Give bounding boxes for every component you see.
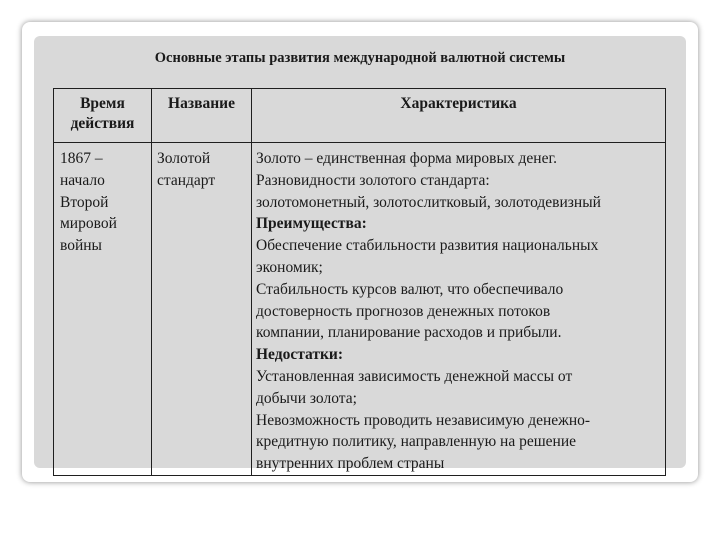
characteristic-line: Невозможность проводить независимую денежно- bbox=[256, 411, 591, 429]
name-line: Золотой bbox=[157, 150, 211, 167]
characteristic-line: Стабильность курсов валют, что обеспечивало bbox=[256, 280, 564, 298]
header-period-text: Время действия bbox=[70, 95, 135, 132]
characteristic-line: компании, планирование расходов и прибыли. bbox=[256, 324, 562, 342]
header-name bbox=[152, 89, 252, 143]
characteristic-line: золотомонетный, золотослитковый, золотодевизный bbox=[256, 193, 601, 211]
period-line: мировой bbox=[60, 215, 117, 233]
characteristic-line: экономик; bbox=[256, 258, 323, 276]
advantages-heading: Преимущества: bbox=[256, 215, 367, 233]
table-header-row bbox=[54, 89, 666, 143]
header-characteristic-text: Характеристика bbox=[400, 95, 517, 112]
characteristic-line: внутренних проблем страны bbox=[256, 455, 445, 473]
characteristic-line: достоверность прогнозов денежных потоков bbox=[256, 302, 551, 320]
name-line: стандарт bbox=[157, 171, 216, 189]
disadvantages-heading: Недостатки: bbox=[256, 346, 343, 364]
header-characteristic bbox=[252, 89, 666, 143]
page-title: Основные этапы развития международной валютной системы bbox=[154, 50, 566, 66]
header-name-text: Название bbox=[168, 95, 235, 112]
characteristic-line: Разновидности золотого стандарта: bbox=[256, 171, 490, 189]
period-line: Второй bbox=[60, 193, 109, 211]
period-line: войны bbox=[60, 237, 102, 255]
stages-table bbox=[53, 88, 666, 476]
header-period bbox=[54, 89, 152, 143]
characteristic-line: Установленная зависимость денежной массы от bbox=[256, 367, 573, 385]
characteristic-line: Золото – единственная форма мировых денег. bbox=[256, 150, 557, 167]
period-line: начало bbox=[60, 171, 105, 189]
characteristic-line: кредитную политику, направленную на решение bbox=[256, 433, 576, 451]
period-line: 1867 – bbox=[60, 150, 103, 167]
cell-name bbox=[152, 143, 252, 476]
cell-characteristic bbox=[252, 143, 666, 476]
characteristic-line: добычи золота; bbox=[256, 389, 357, 407]
cell-period bbox=[54, 143, 152, 476]
characteristic-line: Обеспечение стабильности развития национальных bbox=[256, 237, 599, 255]
table-row bbox=[54, 143, 666, 476]
